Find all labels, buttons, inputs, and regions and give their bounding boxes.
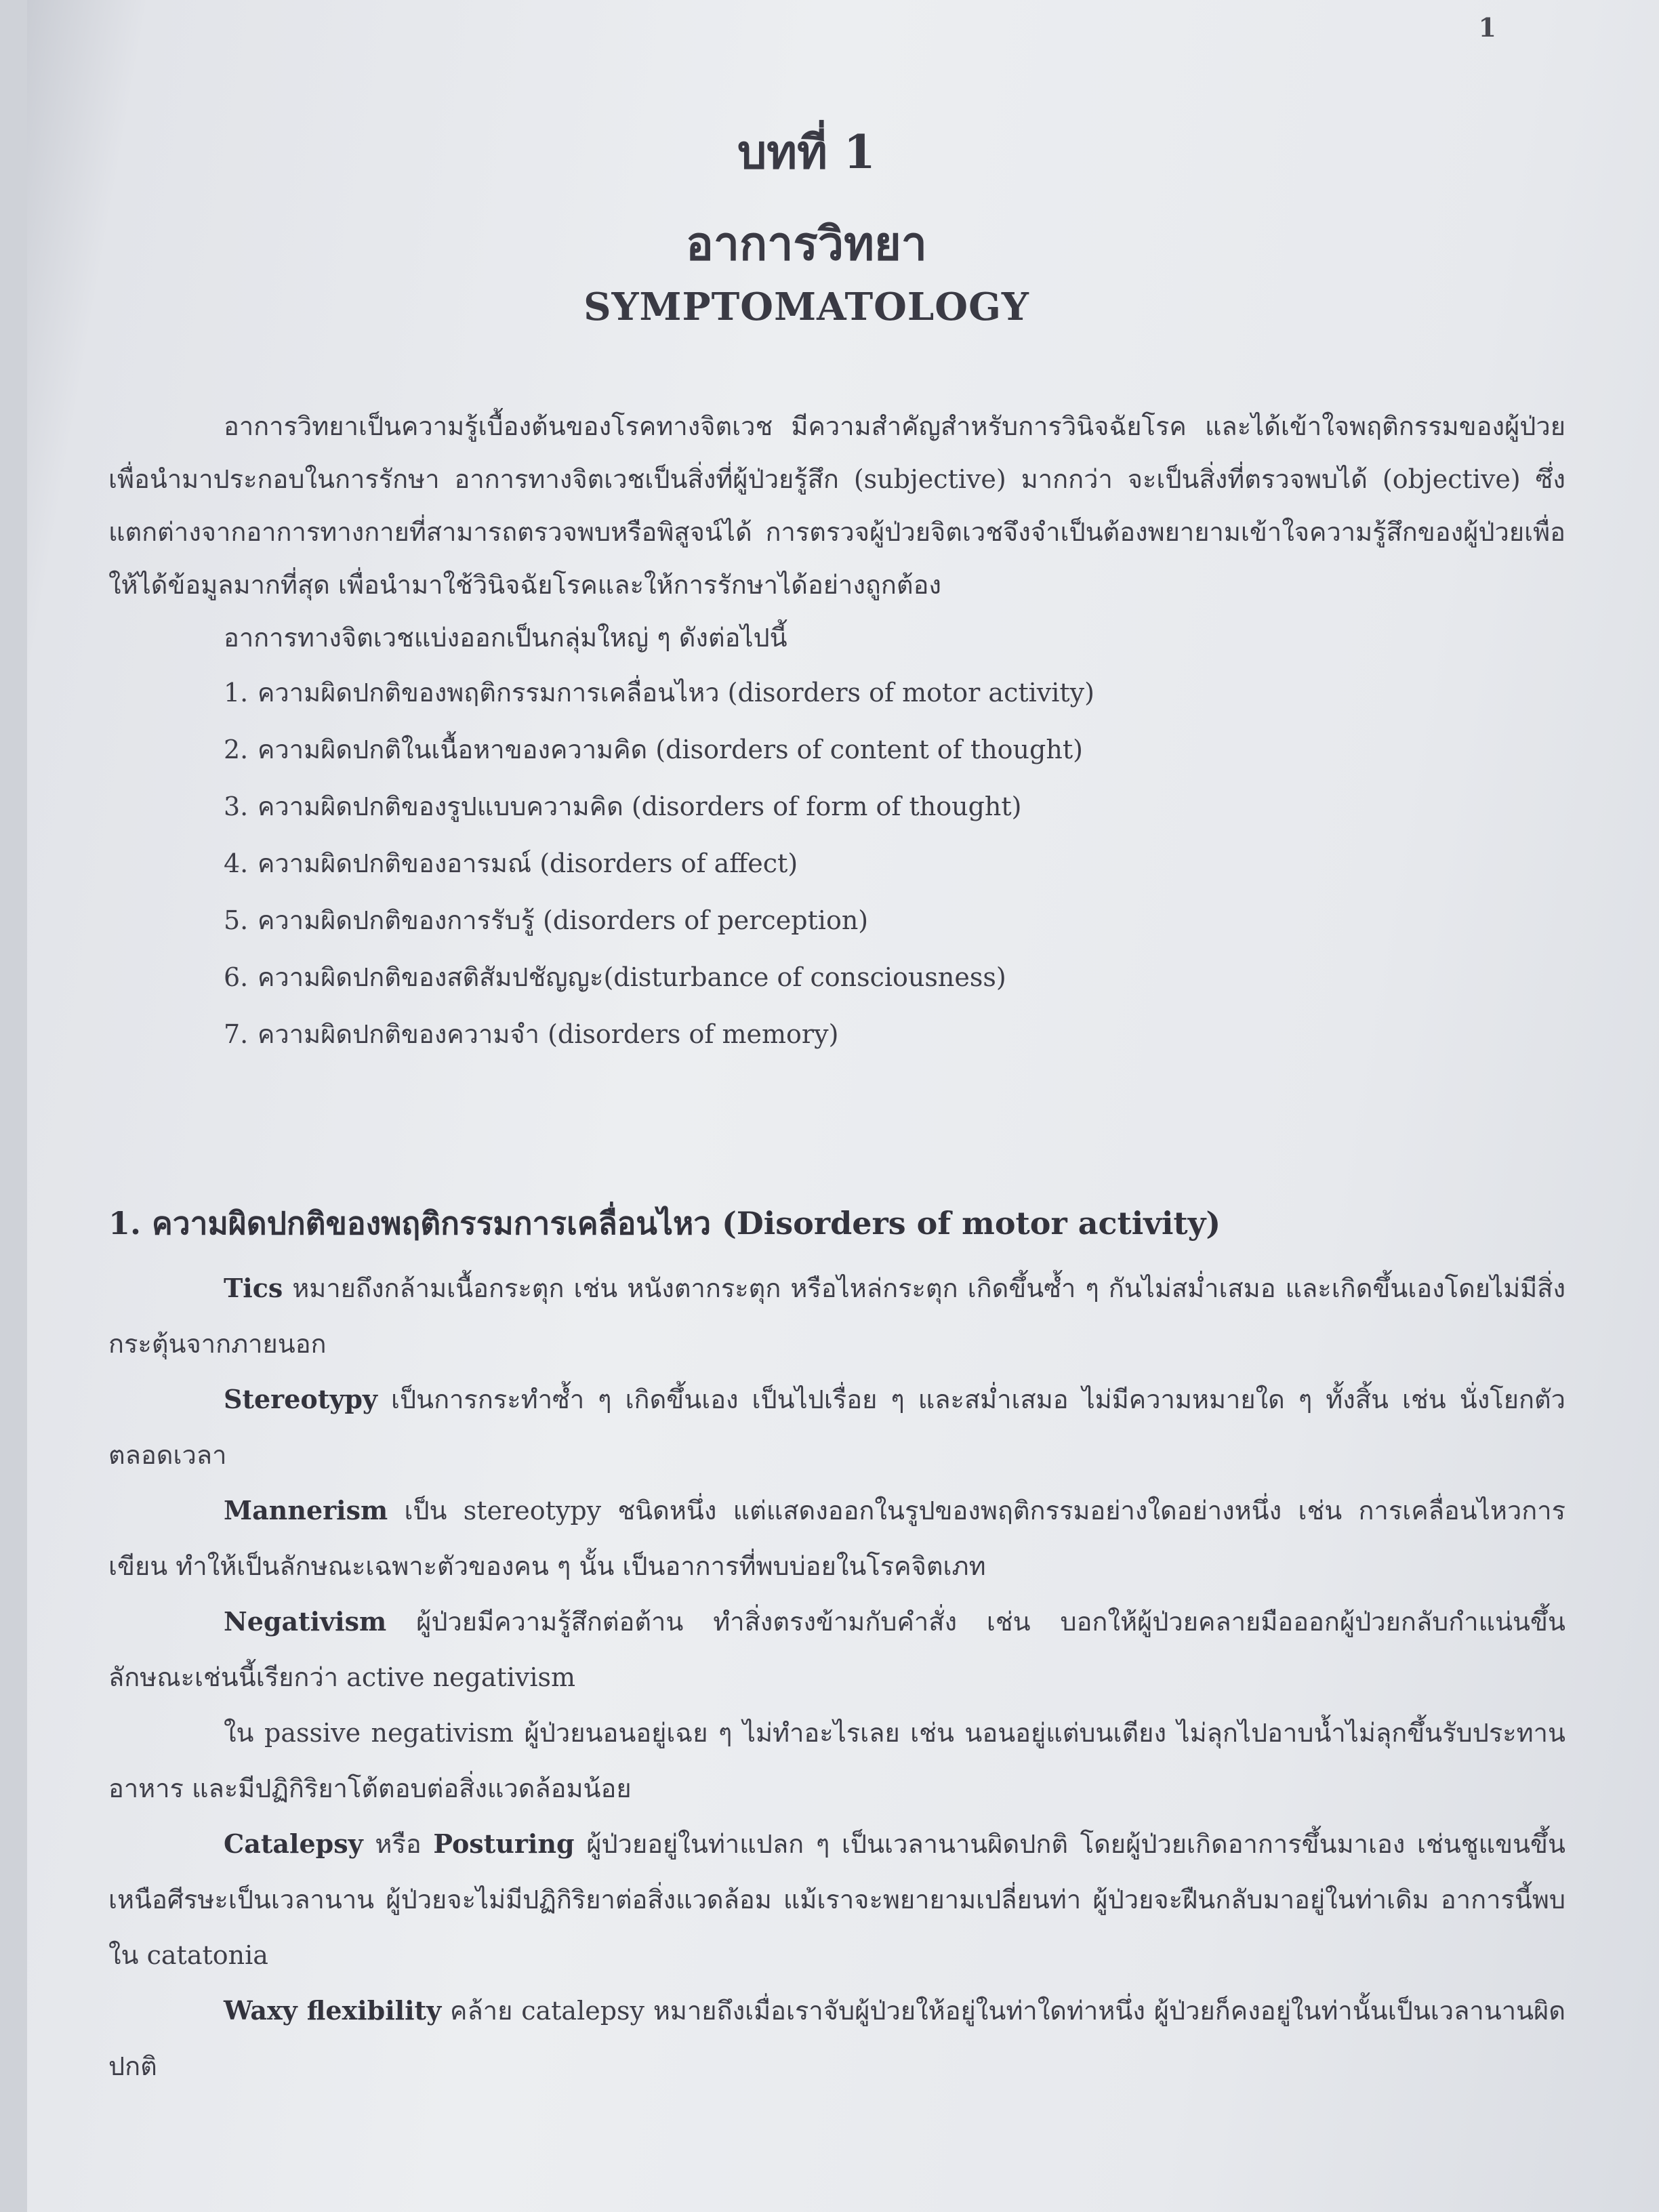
definition-negativism bbox=[108, 1594, 1565, 1705]
list-text: ความผิดปกติของอารมณ์ (disorders of affect) bbox=[258, 848, 798, 878]
symptom-group-list bbox=[108, 664, 1565, 1063]
list-text: ความผิดปกติในเนื้อหาของความคิด (disorders of content of thought) bbox=[258, 735, 1083, 764]
intro-paragraph: อาการวิทยาเป็นความรู้เบื้องต้นของโรคทางจิตเวช มีความสำคัญสำหรับการวินิจฉัยโรค และได้เข้าใจพฤติกรรมของผู้ป่วยเพื่อนำมาประกอบในการรักษา อาการทางจิตเวชเป็นสิ่งที่ผู้ป่วยรู้สึก (subjective) มากกว่า จะเป็นสิ่งที่ตรวจพบได้ (objective) ซึ่งแตกต่างจากอาการทางกายที่สามารถตรวจพบหรือพิสูจน์ได้ การตรวจผู้ป่วยจิตเวชจึงจำเป็นต้องพยายามเข้าใจความรู้สึกของผู้ป่วยเพื่อให้ได้ข้อมูลมากที่สุด เพื่อนำมาใช้วินิจฉัยโรคและให้การรักษาได้อย่างถูกต้อง bbox=[108, 411, 1565, 600]
definition-text: เป็นการกระทำซ้ำ ๆ เกิดขึ้นเอง เป็นไปเรื่อย ๆ และสม่ำเสมอ ไม่มีความหมายใด ๆ ทั้งสิ้น เช่น นั่งโยกตัวตลอดเวลา bbox=[108, 1385, 1565, 1470]
definition-waxy-flexibility bbox=[108, 1983, 1565, 2094]
section-motor-activity bbox=[108, 1193, 1565, 2094]
list-number: 5. bbox=[224, 905, 249, 935]
definition-text: เป็น stereotypy ชนิดหนึ่ง แต่แสดงออกในรูปของพฤติกรรมอย่างใดอย่างหนึ่ง เช่น การเคลื่อนไหวการเขียน ทำให้เป็นลักษณะเฉพาะตัวของคน ๆ นั้น เป็นอาการที่พบบ่อยในโรคจิตเภท bbox=[108, 1496, 1565, 1581]
definition-mannerism bbox=[108, 1483, 1565, 1594]
term: Tics bbox=[224, 1273, 283, 1303]
definition-text: หมายถึงกล้ามเนื้อกระตุก เช่น หนังตากระตุก หรือไหล่กระตุก เกิดขึ้นซ้ำ ๆ กันไม่สม่ำเสมอ และเกิดขึ้นเองโดยไม่มีสิ่งกระตุ้นจากภายนอก bbox=[108, 1273, 1565, 1359]
connector-text: หรือ bbox=[363, 1829, 434, 1859]
list-text: ความผิดปกติของสติสัมปชัญญะ(disturbance of consciousness) bbox=[258, 962, 1006, 992]
definition-text: ผู้ป่วยมีความรู้สึกต่อต้าน ทำสิ่งตรงข้ามกับคำสั่ง เช่น บอกให้ผู้ป่วยคลายมือออกผู้ป่วยกลับกำแน่นขึ้น ลักษณะเช่นนี้เรียกว่า active negativism bbox=[108, 1607, 1565, 1692]
definition-passive-negativism bbox=[108, 1705, 1565, 1816]
term: Negativism bbox=[224, 1606, 387, 1637]
list-number: 2. bbox=[224, 735, 249, 764]
definition-text: ใน passive negativism ผู้ป่วยนอนอยู่เฉย ๆ ไม่ทำอะไรเลย เช่น นอนอยู่แต่บนเตียง ไม่ลุกไปอาบน้ำไม่ลุกขึ้นรับประทานอาหาร และมีปฏิกิริยาโต้ตอบต่อสิ่งแวดล้อมน้อย bbox=[108, 1718, 1565, 1803]
list-text: ความผิดปกติของรูปแบบความคิด (disorders of form of thought) bbox=[258, 792, 1022, 821]
chapter-heading: บทที่ 1 bbox=[737, 125, 876, 180]
list-text: ความผิดปกติของความจำ (disorders of memory) bbox=[258, 1019, 839, 1049]
list-item bbox=[108, 1006, 1565, 1063]
chapter-title-thai: อาการวิทยา bbox=[686, 217, 927, 271]
list-item bbox=[108, 721, 1565, 778]
list-text: ความผิดปกติของการรับรู้ (disorders of perception) bbox=[258, 905, 869, 935]
list-item bbox=[108, 949, 1565, 1006]
chapter-title-english: SYMPTOMATOLOGY bbox=[583, 285, 1029, 329]
book-page bbox=[27, 0, 1659, 2212]
term: Stereotypy bbox=[224, 1384, 377, 1414]
list-item bbox=[108, 892, 1565, 949]
list-number: 3. bbox=[224, 792, 249, 821]
definition-text: คล้าย catalepsy หมายถึงเมื่อเราจับผู้ป่วยให้อยู่ในท่าใดท่าหนึ่ง ผู้ป่วยก็คงอยู่ในท่านั้นเป็นเวลานานผิดปกติ bbox=[108, 1996, 1565, 2081]
definition-tics bbox=[108, 1261, 1565, 1372]
list-intro: อาการทางจิตเวชแบ่งออกเป็นกลุ่มใหญ่ ๆ ดังต่อไปนี้ bbox=[224, 623, 787, 653]
definition-text: ผู้ป่วยอยู่ในท่าแปลก ๆ เป็นเวลานานผิดปกติ โดยผู้ป่วยเกิดอาการขึ้นมาเอง เช่นชูแขนขึ้นเหนือศีรษะเป็นเวลานาน ผู้ป่วยจะไม่มีปฏิกิริยาต่อสิ่งแวดล้อม แม้เราจะพยายามเปลี่ยนท่า ผู้ป่วยจะฝืนกลับมาอยู่ในท่าเดิม อาการนี้พบใน catatonia bbox=[108, 1829, 1565, 1970]
list-number: 1. bbox=[224, 678, 249, 708]
intro-block bbox=[108, 400, 1565, 1063]
list-text: ความผิดปกติของพฤติกรรมการเคลื่อนไหว (disorders of motor activity) bbox=[258, 678, 1094, 708]
list-item bbox=[108, 664, 1565, 721]
list-number: 6. bbox=[224, 962, 249, 992]
term: Catalepsy bbox=[224, 1828, 363, 1859]
list-item bbox=[108, 835, 1565, 892]
definition-stereotypy bbox=[108, 1372, 1565, 1483]
page-number: 1 bbox=[1478, 12, 1496, 43]
term: Posturing bbox=[433, 1828, 575, 1859]
term: Waxy flexibility bbox=[224, 1995, 442, 2026]
list-item bbox=[108, 778, 1565, 835]
section-title: 1. ความผิดปกติของพฤติกรรมการเคลื่อนไหว (Disorders of motor activity) bbox=[108, 1205, 1221, 1242]
list-number: 4. bbox=[224, 848, 249, 878]
definition-catalepsy bbox=[108, 1816, 1565, 1983]
list-number: 7. bbox=[224, 1019, 249, 1049]
term: Mannerism bbox=[224, 1495, 388, 1525]
